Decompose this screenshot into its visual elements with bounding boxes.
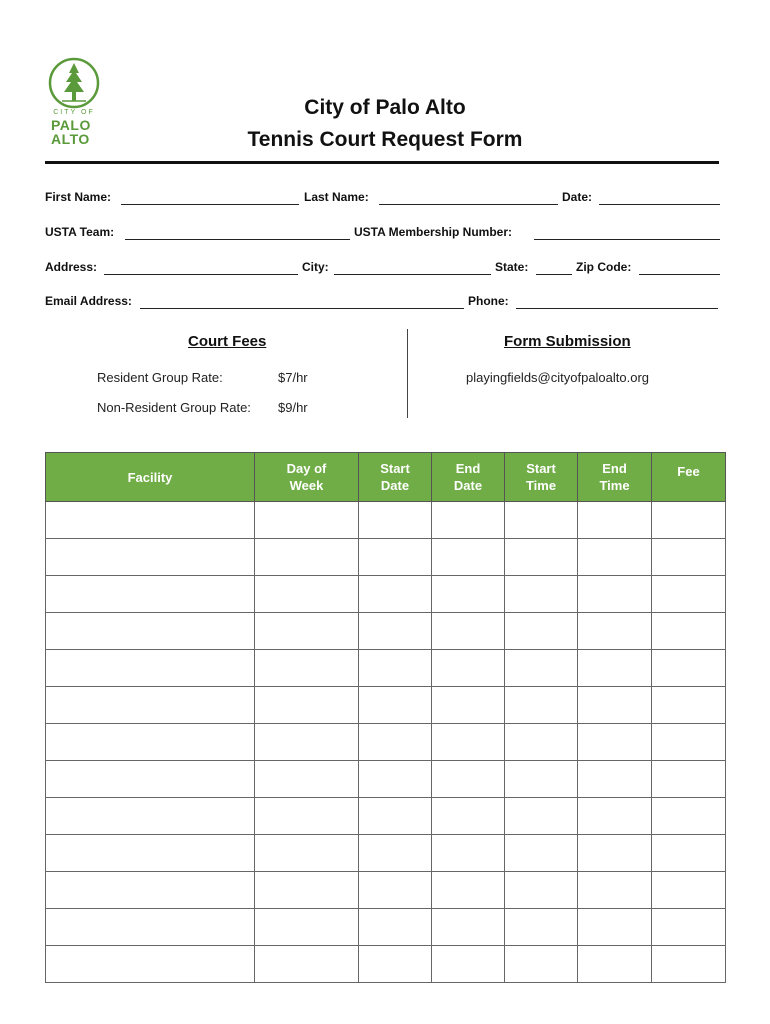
- cell-end-time[interactable]: [578, 872, 652, 909]
- zip-label: Zip Code:: [576, 260, 632, 274]
- email-field[interactable]: [140, 308, 464, 309]
- address-label: Address:: [45, 260, 98, 274]
- cell-day-of-week[interactable]: [255, 835, 359, 872]
- cell-start-date[interactable]: [359, 798, 432, 835]
- name-row: [45, 190, 720, 208]
- col-day-of-week: [255, 453, 359, 502]
- cell-fee[interactable]: [652, 613, 726, 650]
- cell-start-time[interactable]: [505, 539, 578, 576]
- col-end-date-line2: Date: [453, 478, 483, 493]
- logo-city-of: CITY OF: [53, 109, 95, 116]
- cell-facility[interactable]: [46, 798, 255, 835]
- cell-end-date[interactable]: [432, 761, 505, 798]
- nonresident-rate-value: $9/hr: [278, 400, 308, 415]
- cell-end-date[interactable]: [432, 909, 505, 946]
- state-field[interactable]: [536, 274, 572, 275]
- cell-start-time[interactable]: [505, 798, 578, 835]
- cell-facility[interactable]: [46, 909, 255, 946]
- title-divider: [45, 161, 719, 164]
- cell-end-date[interactable]: [432, 502, 505, 539]
- col-start-date-line1: Start: [380, 461, 410, 476]
- cell-facility[interactable]: [46, 946, 255, 983]
- col-end-time-line2: Time: [599, 478, 630, 493]
- cell-start-date[interactable]: [359, 761, 432, 798]
- table-row: [46, 798, 726, 835]
- cell-end-time[interactable]: [578, 650, 652, 687]
- table-row: [46, 761, 726, 798]
- cell-day-of-week[interactable]: [255, 650, 359, 687]
- table-row: [46, 909, 726, 946]
- city-field[interactable]: [334, 274, 491, 275]
- cell-day-of-week[interactable]: [255, 946, 359, 983]
- cell-day-of-week[interactable]: [255, 909, 359, 946]
- date-field[interactable]: [599, 204, 720, 205]
- cell-end-time[interactable]: [578, 724, 652, 761]
- usta-membership-field[interactable]: [534, 239, 720, 240]
- cell-facility[interactable]: [46, 835, 255, 872]
- phone-label: Phone:: [468, 294, 509, 308]
- cell-start-time[interactable]: [505, 872, 578, 909]
- cell-start-time[interactable]: [505, 835, 578, 872]
- logo-palo: PALO: [51, 117, 91, 133]
- cell-fee[interactable]: [652, 539, 726, 576]
- table-row: [46, 576, 726, 613]
- section-divider: [407, 329, 408, 418]
- first-name-field[interactable]: [121, 204, 299, 205]
- state-label: State:: [495, 260, 529, 274]
- court-request-table: [45, 452, 726, 983]
- table-row: [46, 539, 726, 576]
- table-row: [46, 650, 726, 687]
- cell-day-of-week[interactable]: [255, 798, 359, 835]
- cell-start-date[interactable]: [359, 946, 432, 983]
- cell-day-of-week[interactable]: [255, 539, 359, 576]
- cell-end-date[interactable]: [432, 724, 505, 761]
- address-row: [45, 260, 720, 278]
- usta-membership-label: USTA Membership Number:: [354, 225, 513, 239]
- cell-fee[interactable]: [652, 909, 726, 946]
- col-start-time-line1: Start: [526, 461, 556, 476]
- cell-facility[interactable]: [46, 650, 255, 687]
- col-facility-label: Facility: [127, 469, 173, 485]
- cell-start-date[interactable]: [359, 613, 432, 650]
- table-row: [46, 502, 726, 539]
- page-title: City of Palo Alto: [304, 96, 466, 119]
- cell-day-of-week[interactable]: [255, 502, 359, 539]
- col-start-time-line2: Time: [525, 478, 557, 493]
- usta-team-field[interactable]: [125, 239, 350, 240]
- cell-fee[interactable]: [652, 687, 726, 724]
- logo-alto: ALTO: [51, 131, 90, 147]
- cell-day-of-week[interactable]: [255, 872, 359, 909]
- cell-end-time[interactable]: [578, 576, 652, 613]
- table-row: [46, 724, 726, 761]
- address-field[interactable]: [104, 274, 298, 275]
- cell-facility[interactable]: [46, 724, 255, 761]
- cell-fee[interactable]: [652, 835, 726, 872]
- cell-start-date[interactable]: [359, 502, 432, 539]
- col-fee: [652, 453, 726, 502]
- zip-field[interactable]: [639, 274, 720, 275]
- cell-start-date[interactable]: [359, 576, 432, 613]
- cell-fee[interactable]: [652, 946, 726, 983]
- cell-end-time[interactable]: [578, 687, 652, 724]
- cell-fee[interactable]: [652, 502, 726, 539]
- table-row: [46, 872, 726, 909]
- table-row: [46, 613, 726, 650]
- cell-start-time[interactable]: [505, 650, 578, 687]
- cell-facility[interactable]: [46, 687, 255, 724]
- cell-facility[interactable]: [46, 576, 255, 613]
- col-end-time-line1: End: [602, 461, 627, 476]
- cell-end-date[interactable]: [432, 613, 505, 650]
- cell-facility[interactable]: [46, 761, 255, 798]
- resident-rate-label: Resident Group Rate:: [97, 370, 223, 385]
- email-label: Email Address:: [45, 294, 132, 308]
- cell-facility[interactable]: [46, 872, 255, 909]
- cell-start-time[interactable]: [505, 909, 578, 946]
- contact-row: [45, 294, 720, 312]
- cell-start-date[interactable]: [359, 539, 432, 576]
- table-row: [46, 946, 726, 983]
- cell-start-time[interactable]: [505, 502, 578, 539]
- cell-start-date[interactable]: [359, 909, 432, 946]
- cell-start-date[interactable]: [359, 724, 432, 761]
- cell-day-of-week[interactable]: [255, 576, 359, 613]
- cell-start-time[interactable]: [505, 687, 578, 724]
- phone-field[interactable]: [516, 308, 718, 309]
- cell-end-time[interactable]: [578, 798, 652, 835]
- last-name-field[interactable]: [379, 204, 558, 205]
- submission-email[interactable]: playingfields@cityofpaloalto.org: [466, 370, 650, 385]
- cell-end-time[interactable]: [578, 909, 652, 946]
- cell-end-date[interactable]: [432, 576, 505, 613]
- cell-fee[interactable]: [652, 761, 726, 798]
- cell-end-time[interactable]: [578, 946, 652, 983]
- cell-facility[interactable]: [46, 539, 255, 576]
- cell-end-date[interactable]: [432, 872, 505, 909]
- cell-end-date[interactable]: [432, 687, 505, 724]
- table-row: [46, 835, 726, 872]
- cell-start-date[interactable]: [359, 872, 432, 909]
- cell-start-time[interactable]: [505, 761, 578, 798]
- cell-end-time[interactable]: [578, 539, 652, 576]
- col-day-of-week-line2: Week: [289, 478, 324, 493]
- col-start-time: [505, 453, 578, 502]
- table-row: [46, 687, 726, 724]
- form-submission-title: Form Submission: [504, 333, 631, 350]
- cell-start-date[interactable]: [359, 835, 432, 872]
- cell-start-time[interactable]: [505, 946, 578, 983]
- last-name-label: Last Name:: [304, 190, 369, 204]
- city-label: City:: [302, 260, 329, 274]
- cell-start-date[interactable]: [359, 687, 432, 724]
- col-facility: [46, 453, 255, 502]
- col-fee-label: Fee: [677, 464, 700, 479]
- usta-row: [45, 225, 720, 243]
- cell-end-time[interactable]: [578, 613, 652, 650]
- resident-rate-value: $7/hr: [278, 370, 308, 385]
- cell-fee[interactable]: [652, 724, 726, 761]
- col-start-date-line2: Date: [380, 478, 410, 493]
- form-title: Tennis Court Request Form: [247, 128, 523, 151]
- cell-fee[interactable]: [652, 650, 726, 687]
- cell-start-time[interactable]: [505, 724, 578, 761]
- cell-end-time[interactable]: [578, 502, 652, 539]
- cell-start-time[interactable]: [505, 613, 578, 650]
- usta-team-label: USTA Team:: [45, 225, 115, 239]
- cell-fee[interactable]: [652, 576, 726, 613]
- cell-facility[interactable]: [46, 502, 255, 539]
- cell-day-of-week[interactable]: [255, 761, 359, 798]
- col-start-date: [359, 453, 432, 502]
- cell-end-date[interactable]: [432, 798, 505, 835]
- date-label: Date:: [562, 190, 593, 204]
- cell-end-date[interactable]: [432, 650, 505, 687]
- col-end-time: [578, 453, 652, 502]
- cell-start-time[interactable]: [505, 576, 578, 613]
- cell-end-date[interactable]: [432, 835, 505, 872]
- cell-end-time[interactable]: [578, 835, 652, 872]
- cell-start-date[interactable]: [359, 650, 432, 687]
- cell-end-date[interactable]: [432, 946, 505, 983]
- col-day-of-week-line1: Day of: [286, 461, 327, 476]
- first-name-label: First Name:: [45, 190, 112, 204]
- cell-day-of-week[interactable]: [255, 724, 359, 761]
- cell-end-date[interactable]: [432, 539, 505, 576]
- cell-facility[interactable]: [46, 613, 255, 650]
- cell-fee[interactable]: [652, 872, 726, 909]
- table-header-row: [46, 453, 726, 502]
- col-end-date-line1: End: [455, 461, 481, 476]
- cell-end-time[interactable]: [578, 761, 652, 798]
- nonresident-rate-label: Non-Resident Group Rate:: [97, 400, 251, 415]
- cell-fee[interactable]: [652, 798, 726, 835]
- court-fees-title: Court Fees: [188, 333, 267, 350]
- col-end-date: [432, 453, 505, 502]
- cell-day-of-week[interactable]: [255, 613, 359, 650]
- cell-day-of-week[interactable]: [255, 687, 359, 724]
